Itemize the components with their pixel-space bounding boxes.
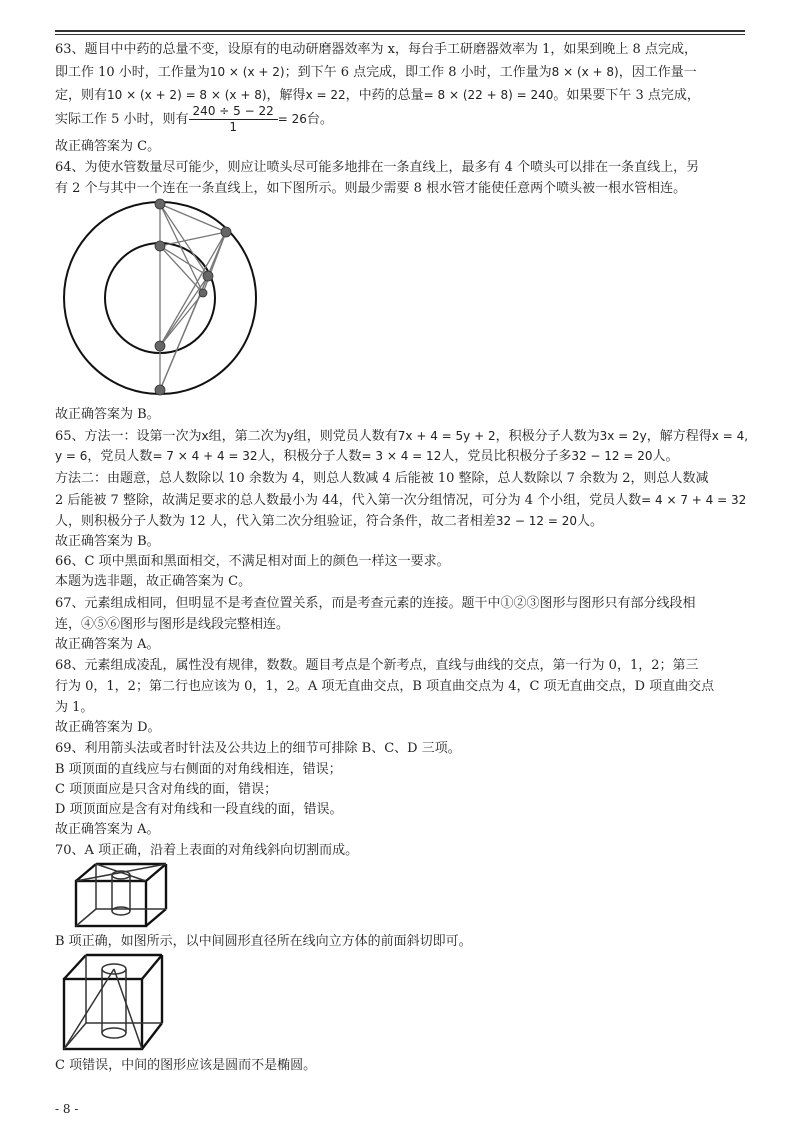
q65-line-1: 65、方法一：设第一次为x组，第二次为y组，则党员人数有7x + 4 = 5y + 2，积极分子人数为3x = 2y，解方程得x = 4, [55,429,749,444]
q68-line-2: 行为 0，1，2；第二行也应该为 0，1，2。A 项无直曲交点，B 项直曲交点为 4，C 项无直曲交点，D 项直曲交点 [55,679,715,694]
q67-line-1: 67、元素组成相同，但明显不是考查位置关系，而是考查元素的连接。题干中①②③图形与图形只有部分线段相 [55,596,696,611]
q64-line-1: 64、为使水管数量尽可能少，则应让喷头尽可能多地排在一条直线上，最多有 4 个喷头可以排在一条直线上，另 [55,160,700,175]
q69-answer: 故正确答案为 A。 [55,822,160,837]
header-rule-thick [55,30,745,32]
header-rule-thin [55,34,745,35]
q63-line-3: 定，则有10 × (x + 2) = 8 × (x + 8)，解得x = 22，中药的总量= 8 × (22 + 8) = 240。如果要下午 3 点完成， [55,88,700,103]
q63-line-4: 实际工作 5 小时，则有 $\frac{240 \div 5 - 22}{1}$ = 26台。 [55,104,333,134]
fraction: $\frac{240 \div 5 - 22}{1}$ [189,104,278,135]
q69-line-1: 69、利用箭头法或者时针法及公共边上的细节可排除 B、C、D 三项。 [55,741,461,756]
q63-answer: 故正确答案为 C。 [55,139,161,154]
q69-b: B 项顶面的直线应与右侧面的对角线相连，错误； [55,762,342,777]
q67-answer: 故正确答案为 A。 [55,637,160,652]
q63-line-2: 即工作 10 小时，工作量为10 × (x + 2)；到下午 6 点完成，即工作 8 小时，工作量为8 × (x + 8)，因工作量一 [55,65,697,80]
concentric-circles-figure [60,196,280,401]
page-number: - 8 - [55,1102,79,1116]
cube-b-figure [56,951,168,1053]
q68-line-3: 为 1。 [55,700,94,715]
q65-answer: 故正确答案为 B。 [55,534,160,549]
q70-b: B 项正确，如图所示，以中间圆形直径所在线向立方体的前面斜切即可。 [55,934,472,949]
q69-c: C 项顶面应是只含对角线的面，错误； [55,782,278,797]
q64-line-2: 有 2 个与其中一个连在一条直线上，如下图所示。则最少需要 8 根水管才能使任意两个喷头被一根水管相连。 [55,181,687,196]
q64-answer: 故正确答案为 B。 [55,407,160,422]
q66-answer: 本题为选非题，故正确答案为 C。 [55,574,252,589]
q68-line-1: 68、元素组成凌乱，属性没有规律，数数。题目考点是个新考点，直线与曲线的交点，第一行为 0，1，2；第三 [55,658,699,673]
q70-c: C 项错误，中间的图形应该是圆而不是椭圆。 [55,1058,317,1073]
q68-answer: 故正确答案为 D。 [55,720,161,735]
q70-a: 70、A 项正确，沿着上表面的对角线斜向切割而成。 [55,843,359,858]
q66-line-1: 66、C 项中黑面和黑面相交，不满足相对面上的颜色一样这一要求。 [55,554,450,569]
q63-line-1: 63、题目中中药的总量不变，设原有的电动研磨器效率为 x，每台手工研磨器效率为 1，如果到晚上 8 点完成， [55,42,697,57]
q65-method2-line-3: 人，则积极分子人数为 12 人，代入第二次分组验证，符合条件，故二者相差32 − 12 = 20人。 [55,514,604,529]
q65-line-2: y = 6，党员人数= 7 × 4 + 4 = 32人，积极分子人数= 3 × 4 = 12人，党员比积极分子多32 − 12 = 20人。 [55,449,679,464]
q65-method2-line-2: 2 后能被 7 整除，故满足要求的总人数最小为 44，代入第一次分组情况，可分为 4 个小组，党员人数= 4 × 7 + 4 = 32 [55,493,747,508]
q65-method2-line-1: 方法二：由题意，总人数除以 10 余数为 4，则总人数减 4 后能被 10 整除，总人数除以 7 余数为 2，则总人数减 [55,471,709,486]
q69-d: D 项顶面应是含有对角线和一段直线的面，错误。 [55,802,343,817]
cube-a-figure [66,861,176,929]
q67-line-2: 连，④⑤⑥图形与图形是线段完整相连。 [55,617,290,632]
